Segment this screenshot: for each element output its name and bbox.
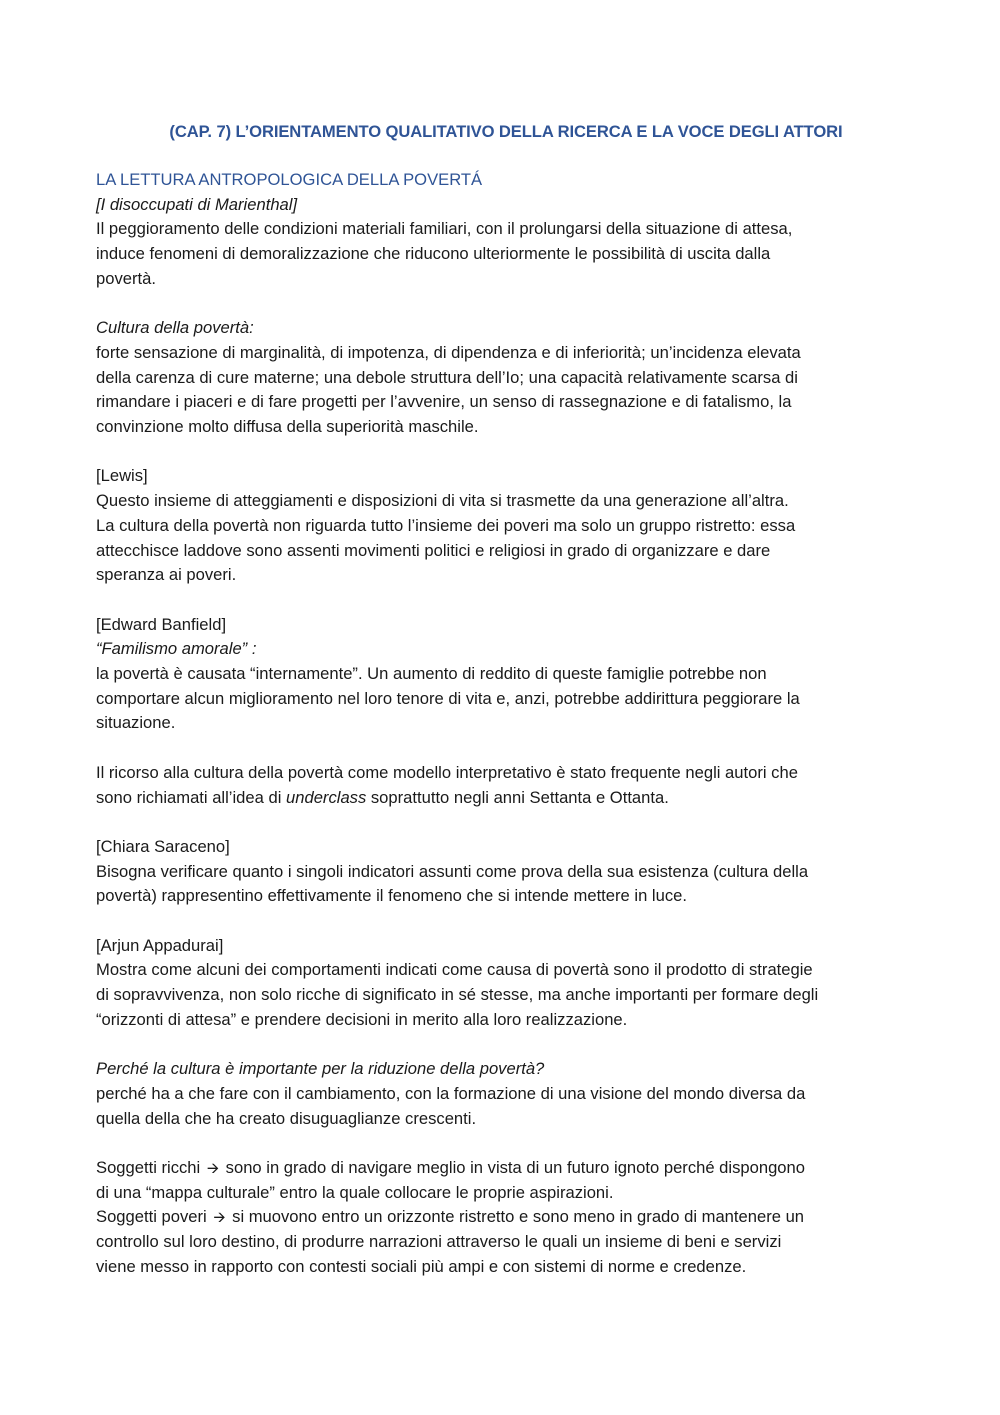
banfield-sublabel: “Familismo amorale” : — [96, 639, 257, 659]
paragraph-line: Il ricorso alla cultura della povertà come modello interpretativo è stato frequente negli autori che — [96, 762, 798, 782]
appadurai-label: [Arjun Appadurai] — [96, 935, 224, 955]
paragraph-line: forte sensazione di marginalità, di impotenza, di dipendenza e di inferiorità; un’incidenza elevata — [96, 342, 801, 362]
paragraph-line: “orizzonti di attesa” e prendere decisioni in merito alla loro realizzazione. — [96, 1009, 628, 1029]
perche-question: Perché la cultura è importante per la riduzione della povertà? — [96, 1059, 545, 1079]
soggetti-ricchi-text: sono in grado di navigare meglio in vista di un futuro ignoto perché dispongono — [225, 1158, 805, 1177]
paragraph-line: povertà. — [96, 268, 156, 288]
section-heading: LA LETTURA ANTROPOLOGICA DELLA POVERTÁ — [96, 170, 483, 189]
arrow-right-icon: 🡪 — [213, 1208, 226, 1227]
paragraph-line: comportare alcun miglioramento nel loro tenore di vita e, anzi, potrebbe addirittura peggiorare la — [96, 688, 800, 708]
spacer — [96, 736, 916, 761]
spacer — [96, 1033, 916, 1058]
paragraph-line: attecchisce laddove sono assenti movimenti politici e religiosi in grado di organizzare e dare — [96, 540, 771, 560]
banfield-block — [96, 613, 916, 737]
spacer — [96, 1131, 916, 1156]
saraceno-block — [96, 835, 916, 909]
document-page — [96, 120, 916, 1280]
soggetti-block — [96, 1156, 916, 1280]
paragraph-line: Questo insieme di atteggiamenti e disposizioni di vita si trasmette da una generazione all’altra. — [96, 491, 789, 511]
paragraph-line: controllo sul loro destino, di produrre narrazioni attraverso le quali un insieme di beni e servizi — [96, 1232, 782, 1252]
spacer — [96, 810, 916, 835]
appadurai-block — [96, 934, 916, 1033]
soggetti-ricchi-label: Soggetti ricchi — [96, 1158, 201, 1177]
paragraph-line: rimandare i piaceri e di fare progetti per l’avvenire, un senso di rassegnazione e di fatalismo, la — [96, 392, 792, 412]
paragraph-line: di una “mappa culturale” entro la quale collocare le proprie aspirazioni. — [96, 1182, 614, 1202]
banfield-label: [Edward Banfield] — [96, 614, 227, 634]
paragraph-line: situazione. — [96, 713, 176, 733]
saraceno-label: [Chiara Saraceno] — [96, 836, 230, 856]
paragraph-line: convinzione molto diffusa della superiorità maschile. — [96, 417, 479, 437]
ricorso-text-after: soprattutto negli anni Settanta e Ottanta. — [366, 787, 669, 807]
paragraph-line: della carenza di cure materne; una debole struttura dell’Io; una capacità relativamente scarsa di — [96, 367, 798, 387]
spacer — [96, 588, 916, 613]
paragraph-line: quella della che ha creato disuguaglianze crescenti. — [96, 1108, 477, 1128]
spacer — [96, 292, 916, 317]
lewis-label: [Lewis] — [96, 466, 148, 486]
spacer — [96, 909, 916, 934]
paragraph-line: induce fenomeni di demoralizzazione che riducono ulteriormente le possibilità di uscita dalla — [96, 244, 771, 264]
document-title: (CAP. 7) L’ORIENTAMENTO QUALITATIVO DELLA RICERCA E LA VOCE DEGLI ATTORI — [169, 122, 843, 141]
paragraph-line — [96, 1205, 916, 1230]
paragraph-line: Mostra come alcuni dei comportamenti indicati come causa di povertà sono il prodotto di strategie — [96, 960, 813, 980]
perche-block — [96, 1057, 916, 1131]
paragraph-line: Il peggioramento delle condizioni materiali familiari, con il prolungarsi della situazione di attesa, — [96, 219, 793, 239]
paragraph-line: viene messo in rapporto con contesti sociali più ampi e con sistemi di norme e credenze. — [96, 1256, 747, 1276]
paragraph-line: La cultura della povertà non riguarda tutto l’insieme dei poveri ma solo un gruppo ristretto: essa — [96, 515, 796, 535]
paragraph-line: la povertà è causata “internamente”. Un aumento di reddito di queste famiglie potrebbe non — [96, 664, 767, 684]
arrow-right-icon: 🡪 — [206, 1159, 220, 1177]
ricorso-block — [96, 761, 916, 810]
ricorso-text-before: sono richiamati all’idea di — [96, 787, 287, 807]
paragraph-line: di sopravvivenza, non solo ricche di significato in sé stesse, ma anche importanti per formare degli — [96, 985, 819, 1005]
paragraph-line: speranza ai poveri. — [96, 565, 237, 585]
paragraph-line — [96, 1156, 916, 1181]
paragraph-line: perché ha a che fare con il cambiamento, con la formazione di una visione del mondo diversa da — [96, 1083, 806, 1103]
spacer — [96, 440, 916, 465]
lewis-block — [96, 464, 916, 588]
cultura-block — [96, 316, 916, 440]
paragraph-line: Bisogna verificare quanto i singoli indicatori assunti come prova della sua esistenza (cultura della — [96, 861, 809, 881]
paragraph-line: povertà) rappresentino effettivamente il fenomeno che si intende mettere in luce. — [96, 886, 687, 906]
underclass-term: underclass — [286, 787, 367, 807]
marienthal-label: [I disoccupati di Marienthal] — [96, 194, 298, 214]
cultura-label: Cultura della povertà: — [96, 318, 254, 338]
soggetti-poveri-text: si muovono entro un orizzonte ristretto e sono meno in grado di mantenere un — [232, 1207, 805, 1227]
soggetti-poveri-label: Soggetti poveri — [96, 1207, 207, 1227]
paragraph-line — [96, 786, 916, 811]
marienthal-block — [96, 193, 916, 292]
